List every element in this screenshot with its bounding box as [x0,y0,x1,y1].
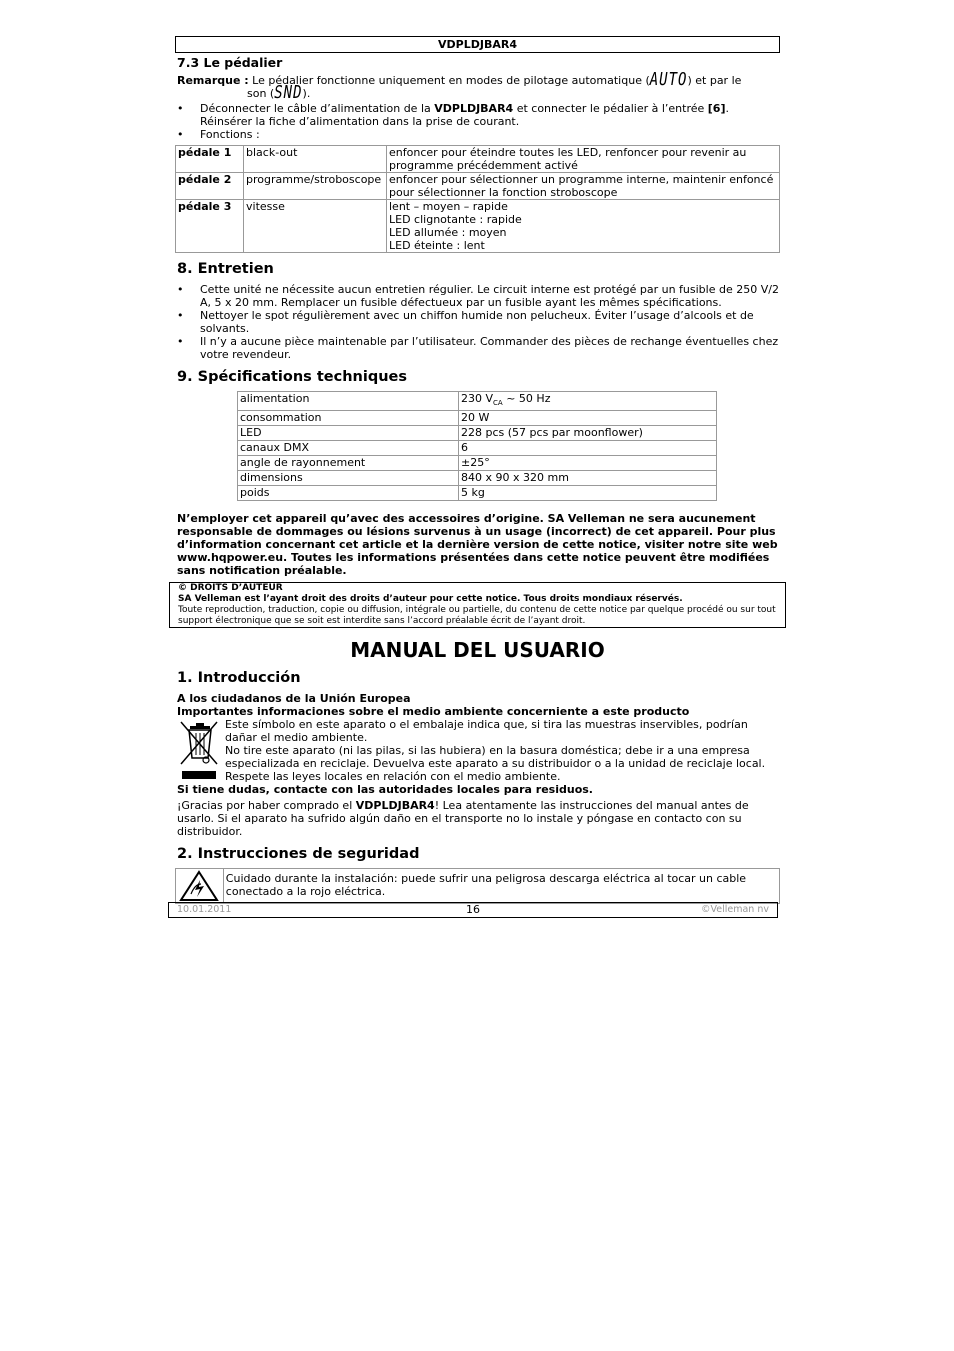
pedal-cell: pédale 2 [176,173,244,200]
pedal-functions-table [175,145,780,253]
eco-block [175,718,780,783]
pedal-desc-cell: enfoncer pour sélectionner un programme interne, maintenir enfoncé pour sélectionner la fonction stroboscope [387,173,780,200]
speed-line: LED clignotante : rapide [389,213,522,226]
spec-value: 20 W [459,411,717,426]
table-row [238,411,717,426]
pedal-desc-cell: enfoncer pour éteindre toutes les LED, renfoncer pour revenir au programme précédemment activé [387,146,780,173]
pedal-function-cell: black-out [244,146,387,173]
warning-text: Cuidado durante la instalación: puede sufrir una peligrosa descarga eléctrica al tocar un cable conectado a la rojo eléctrica. [225,872,747,899]
electric-shock-warning-icon [176,869,224,903]
spec-key: angle de rayonnement [238,456,459,471]
pedal-cell: pédale 3 [176,200,244,253]
list-item: • Nettoyer le spot régulièrement avec un chiffon humide non pelucheux. Éviter l’usage d’alcools et de solvants. [175,309,780,335]
table-row [238,426,717,441]
header-model: VDPLDJBAR4 [175,36,780,53]
footer-copyright: ©Velleman nv [701,904,769,915]
footer-page-number: 16 [466,903,480,916]
document-page [175,36,780,904]
list-item: • Fonctions : [175,128,780,141]
table-row [176,146,780,173]
maintenance-bullets [175,283,780,361]
spec-key: consommation [238,411,459,426]
pedal-cell: pédale 1 [176,146,244,173]
table-row [238,456,717,471]
copyright-title: © DROITS D’AUTEUR [178,583,283,594]
spec-value: 5 kg [459,486,717,501]
table-row [238,471,717,486]
spec-value: 230 $V_{CA}$ ~ 50 Hz [459,392,717,411]
intro-title: 1. Introducción [177,670,301,687]
speed-line: LED éteinte : lent [389,239,485,252]
crossed-bin-icon [177,718,221,783]
remark-text: ). [302,87,311,100]
copyright-box [169,582,786,628]
pedal-function-cell: vitesse [244,200,387,253]
specs-title: 9. Spécifications techniques [177,369,408,385]
list-item: • Cette unité ne nécessite aucun entretien régulier. Le circuit interne est protégé par un fusible de 250 V/2 A, 5 x 20 mm. Remplacer un fusible défectueux par un fusible ayant les mêmes spécifications. [175,283,780,309]
auto-segment-display: AUTO [649,69,688,90]
pedal-section-title: 7.3 Le pédalier [177,55,283,70]
list-item: • Il n’y a aucune pièce maintenable par l’utilisateur. Commander des pièces de rechange éventuelles chez votre revendeur. [175,335,780,361]
remark-text: Le pédalier fonctionne uniquement en modes de pilotage automatique ( [248,74,650,87]
eu-title: A los ciudadanos de la Unión Europea [177,692,411,706]
pedal-remark [177,69,778,103]
pedal-desc-cell [387,200,780,253]
snd-segment-display: SND [274,82,303,103]
spec-key: dimensions [238,471,459,486]
list-item: • Déconnecter le câble d’alimentation de la VDPLDJBAR4 et connecter le pédalier à l’entrée [6]. Réinsérer la fiche d’alimentation dans la prise de courant. [175,102,780,128]
spec-value: ±25° [459,456,717,471]
spec-key: LED [238,426,459,441]
pedal-bullets [175,102,780,141]
spec-value: 840 x 90 x 320 mm [459,471,717,486]
eco-doubt: Si tiene dudas, contacte con las autoridades locales para residuos. [177,783,593,797]
eu-subtitle: Importantes informaciones sobre el medio ambiente concerniente a este producto [177,705,690,719]
page-footer [168,902,778,918]
table-row [176,200,780,253]
eco-paragraph: No tire este aparato (ni las pilas, si las hubiera) en la basura doméstica; debe ir a una empresa especializada en reciclaje. Devuelva este aparato a su distribuidor o a la unidad de reciclaje local. Respete las leyes locales en relación con el medio ambiente. [225,744,766,784]
manual-title: MANUAL DEL USUARIO [350,638,605,663]
eco-paragraph: Este símbolo en este aparato o el embalaje indica que, si tira las muestras inservibles, podrían dañar el medio ambiente. [225,718,748,745]
speed-line: LED allumée : moyen [389,226,507,239]
specs-table [237,391,717,501]
footer-date: 10.01.2011 [177,904,232,915]
spec-key: canaux DMX [238,441,459,456]
table-row [176,173,780,200]
usage-notice: N’employer cet appareil qu’avec des accessoires d’origine. SA Velleman ne sera aucunement responsable de dommages ou lésions survenus à un usage (incorrect) de cet appareil. Pour plus d’information concernant cet article et la dernière version de cette notice, visiter notre site web www.hqpower.eu. Toutes les informations présentées dans cette notice peuvent être modifiées sans notification préalable. [177,512,778,578]
spec-key: poids [238,486,459,501]
table-row [238,392,717,411]
maintenance-title: 8. Entretien [177,261,274,277]
thanks-paragraph: ¡Gracias por haber comprado el VDPLDJBAR4! Lea atentamente las instrucciones del manual antes de usarlo. Si el aparato ha sufrido algún daño en el transporte no lo instale y póngase en contacto con su distribuidor. [177,799,749,839]
table-row [238,486,717,501]
speed-line: lent – moyen – rapide [389,200,508,213]
warning-row [175,868,780,904]
spec-value: 6 [459,441,717,456]
table-row [238,441,717,456]
remark-text: ) et par le [687,74,742,87]
spec-key: alimentation [238,392,459,411]
copyright-line: SA Velleman est l’ayant droit des droits d’auteur pour cette notice. Tous droits mondiaux réservés. [178,594,683,605]
safety-title: 2. Instrucciones de seguridad [177,846,420,863]
pedal-function-cell: programme/stroboscope [244,173,387,200]
remark-label: Remarque : [177,74,249,87]
copyright-line: Toute reproduction, traduction, copie ou diffusion, intégrale ou partielle, du contenu de cette notice par quelque procédé ou sur tout support électronique que se soit est interdite sans l’accord préalable écrit de l’ayant droit. [178,605,776,627]
remark-text: son ( [247,87,275,100]
spec-value: 228 pcs (57 pcs par moonflower) [459,426,717,441]
